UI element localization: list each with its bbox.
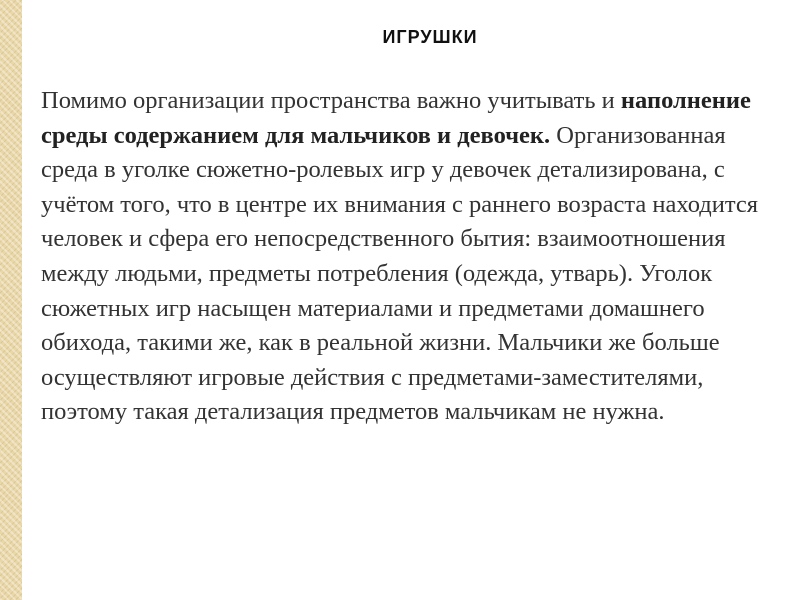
slide-title: ИГРУШКИ [382,27,478,47]
paragraph-rest: Организованная среда в уголке сюжетно-ролевых игр у девочек детализирована, с учётом того, что в центре их внимания с раннего возраста находится человек и сфера его непосредственного бытия: взаимоотношения между людьми, предметы потребления (одежда, утварь). Уголок сюжетных игр насыщен материалами и предметами домашнего обихода, такими же, как в реальной жизни. Мальчики же больше осуществляют игровые действия с предметами-заместителями, поэтому такая детализация предметов мальчикам не нужна. [41,121,758,426]
decorative-side-stripe [0,0,22,600]
body-paragraph [41,84,761,430]
paragraph-intro: Помимо организации пространства важно учитывать и [41,87,621,114]
paragraph-emphasis: наполнение среды содержанием для мальчиков и девочек. [41,87,751,149]
